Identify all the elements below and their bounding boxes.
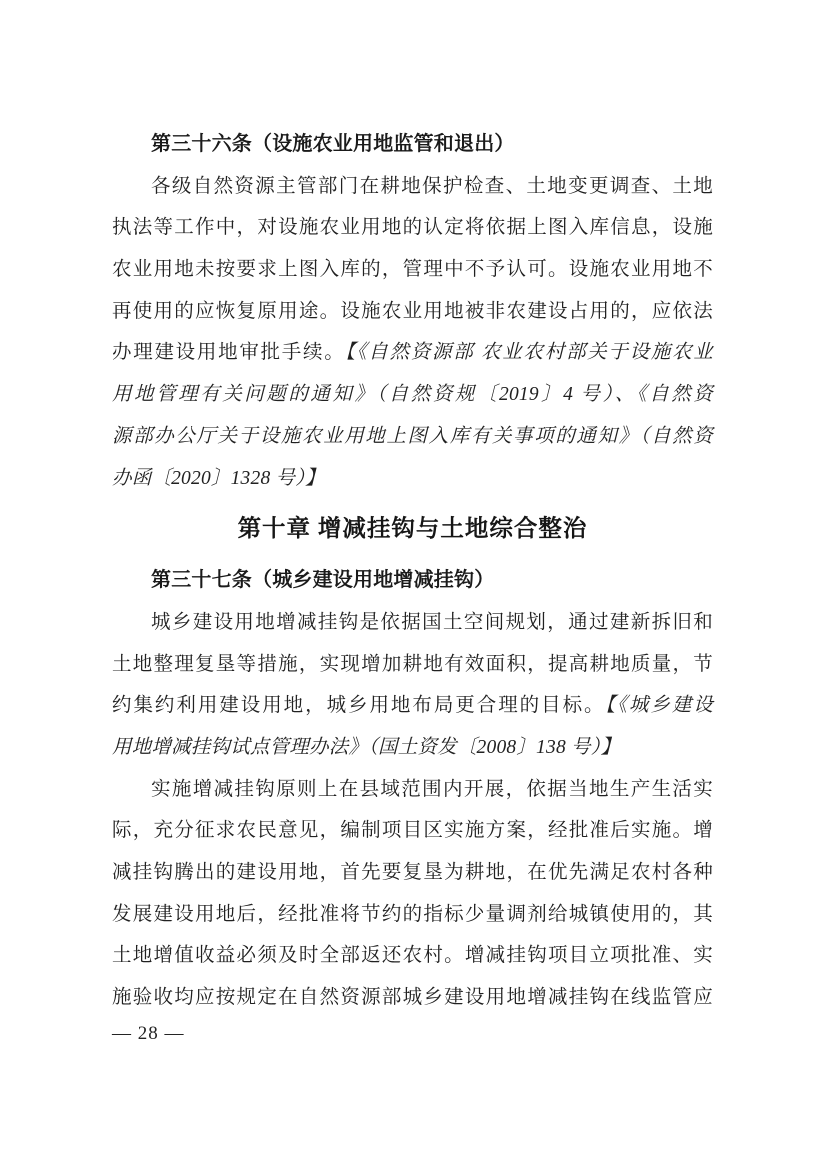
article-36-body-line: 执法等工作中，对设施农业用地的认定将依据上图入库信息，设施 xyxy=(112,217,713,239)
article-37-para-2-line: 土地增值收益必须及时全部返还农村。增减挂钩项目立项批准、实 xyxy=(112,945,713,967)
text-segment: 办理建设用地审批手续。 xyxy=(112,342,346,364)
article-37-para-1-line xyxy=(112,685,713,727)
article-36-body-line: 农业用地未按要求上图入库的，管理中不予认可。设施农业用地不 xyxy=(112,259,713,281)
chapter-10-heading: 第十章 增减挂钩与土地综合整治 xyxy=(237,516,588,543)
article-37-para-1-line: 城乡建设用地增减挂钩是依据国土空间规划，通过建新拆旧和 xyxy=(151,611,713,633)
article-36-heading: 第三十六条（设施农业用地监管和退出） xyxy=(151,133,515,155)
citation-segment: 【《城乡建设 xyxy=(605,695,713,717)
page-content xyxy=(112,124,713,1045)
article-37-para-1-line: 用地增减挂钩试点管理办法》（国土资发〔2008〕138 号）】 xyxy=(112,736,621,758)
article-36-body-line xyxy=(112,332,713,374)
article-37-para-2-line: 施验收均应按规定在自然资源部城乡建设用地增减挂钩在线监管应 xyxy=(112,987,713,1009)
article-36-body-line: 办函〔2020〕1328 号）】 xyxy=(112,467,325,489)
article-37-para-2-line: 实施增减挂钩原则上在县域范围内开展，依据当地生产生活实 xyxy=(151,778,713,800)
text-segment: 约集约利用建设用地，城乡用地布局更合理的目标。 xyxy=(112,695,606,717)
page-number: — 28 — xyxy=(112,1022,185,1044)
article-37-para-2-line: 际，充分征求农民意见，编制项目区实施方案，经批准后实施。增 xyxy=(112,820,713,842)
article-37-para-1-line: 土地整理复垦等措施，实现增加耕地有效面积，提高耕地质量，节 xyxy=(112,653,713,675)
article-37-heading: 第三十七条（城乡建设用地增减挂钩） xyxy=(151,569,495,592)
article-36-body-line: 用地管理有关问题的通知》（自然资规〔2019〕4 号）、《自然资 xyxy=(112,384,713,406)
article-36-body-line: 各级自然资源主管部门在耕地保护检查、土地变更调查、土地 xyxy=(151,175,713,197)
article-37-para-2-line: 发展建设用地后，经批准将节约的指标少量调剂给城镇使用的，其 xyxy=(112,903,713,925)
article-37-para-2-line: 减挂钩腾出的建设用地，首先要复垦为耕地，在优先满足农村各种 xyxy=(112,862,713,883)
article-36-body-line: 源部办公厅关于设施农业用地上图入库有关事项的通知》（自然资 xyxy=(112,425,713,447)
article-36-body-line: 再使用的应恢复原用途。设施农业用地被非农建设占用的，应依法 xyxy=(112,300,713,322)
citation-segment: 【《自然资源部 农业农村部关于设施农业 xyxy=(345,342,713,364)
